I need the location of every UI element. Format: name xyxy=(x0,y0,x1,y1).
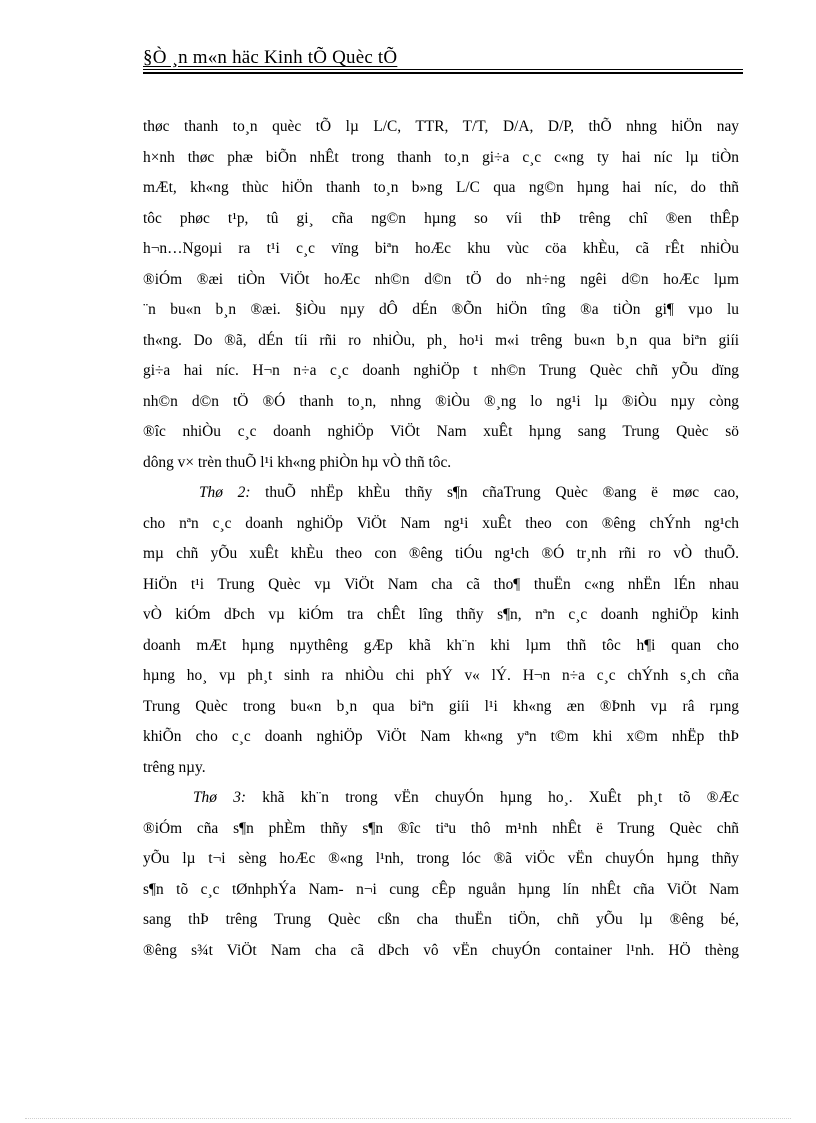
header-title: §Ò ¸n m«n häc Kinh tÕ Quèc tÕ xyxy=(143,47,398,68)
text-line: dông v× trèn thuÕ l¹i kh«ng phiÒn hµ vÒ thñ tôc. xyxy=(143,453,452,471)
text-line: trêng nµy. xyxy=(143,758,206,776)
page-header xyxy=(143,46,743,70)
text-line: mÆt, kh«ng thùc hiÖn thanh to¸n b»ng L/C qua ng©n hµng hai níc, do thñ xyxy=(143,179,739,196)
text-line: sang thÞ trêng Trung Quèc cßn cha thuËn tiÖn, chñ yÕu lµ ®êng bé, xyxy=(143,911,739,928)
text-fragment: thuÕ nhËp khÈu thñy s¶n cñaTrung Quèc ®ang ë møc cao, xyxy=(250,484,739,501)
text-line: HiÖn t¹i Trung Quèc vµ ViÖt Nam cha cã tho¶ thuËn c«ng nhËn lÉn nhau xyxy=(143,575,739,593)
text-line: h¬n…Ngoµi ra t¹i c¸c vïng biªn hoÆc khu vùc cöa khÈu, cã rÊt nhiÒu xyxy=(143,240,739,257)
text-line: th«ng. Do ®ã, dÉn tíi rñi ro nhiÒu, ph¸ ho¹i m«i trêng bu«n b¸n qua biªn giíi xyxy=(143,331,739,349)
document-body xyxy=(143,112,739,966)
text-line: ¨n bu«n b¸n ®æi. §iÒu nµy dÔ dÉn ®Õn hiÖn tîng ®a tiÒn gi¶ vµo lu xyxy=(143,301,739,318)
text-line: hµng ho¸ vµ ph¸t sinh ra nhiÒu chi phÝ v« lÝ. H¬n n÷a c¸c chÝnh s¸ch cña xyxy=(143,667,739,684)
text-line: s¶n tõ c¸c tØnhphÝa Nam- n¬i cung cÊp nguån hµng lín nhÊt cña ViÖt Nam xyxy=(143,880,739,898)
text-line: tôc phøc t¹p, tû gi¸ cña ng©n hµng so víi thÞ trêng chî ®en thÊp xyxy=(143,209,739,227)
page-bottom-dotted-border xyxy=(25,1118,791,1119)
text-line: cho nªn c¸c doanh nghiÖp ViÖt Nam ng¹i xuÊt theo con ®êng chÝnh ng¹ch xyxy=(143,514,739,532)
text-line: vÒ kiÓm dÞch vµ kiÓm tra chÊt lîng thñy s¶n, nªn c¸c doanh nghiÖp kinh xyxy=(143,606,739,623)
text-line: ®iÓm cña s¶n phÈm thñy s¶n ®îc tiªu thô m¹nh nhÊt ë Trung Quèc chñ xyxy=(143,819,739,837)
text-line: gi÷a hai níc. H¬n n÷a c¸c doanh nghiÖp t nh©n Trung Quèc chñ yÕu dïng xyxy=(143,362,739,379)
text-line: ®iÓm ®æi tiÒn ViÖt hoÆc nh©n d©n tÖ do nh÷ng ngêi d©n hoÆc lµm xyxy=(143,270,739,288)
text-line: Trung Quèc trong bu«n b¸n qua biªn giíi l¹i kh«ng æn ®Þnh vµ râ rµng xyxy=(143,697,739,715)
text-line: mµ chñ yÕu xuÊt khÈu theo con ®êng tiÓu ng¹ch ®Ó tr¸nh rñi ro vÒ thuÕ. xyxy=(143,545,739,562)
paragraph-3 xyxy=(143,783,739,966)
text-line: nh©n d©n tÖ ®Ó thanh to¸n, nhng ®iÒu ®¸ng lo ng¹i lµ ®iÒu nµy còng xyxy=(143,392,739,410)
paragraph-1 xyxy=(143,112,739,478)
text-line: yÕu lµ t¬i sèng hoÆc ®«ng l¹nh, trong lóc ®ã viÖc vËn chuyÓn hµng thñy xyxy=(143,850,739,867)
paragraph-label: Thø 3: xyxy=(193,789,247,806)
paragraph-label: Thø 2: xyxy=(199,484,251,501)
text-line: ®îc nhiÒu c¸c doanh nghiÖp ViÖt Nam xuÊt hµng sang Trung Quèc sö xyxy=(143,423,739,440)
text-line-first xyxy=(143,478,739,509)
text-line: doanh mÆt hµng nµythêng gÆp khã kh¨n khi lµm thñ tôc h¶i quan cho xyxy=(143,636,739,654)
text-line: h×nh thøc phæ biÕn nhÊt trong thanh to¸n gi÷a c¸c c«ng ty hai níc lµ tiÒn xyxy=(143,148,739,166)
header-rule-thick xyxy=(143,72,743,74)
text-fragment: khã kh¨n trong vËn chuyÓn hµng ho¸. XuÊt ph¸t tõ ®Æc xyxy=(246,789,739,806)
text-line: thøc thanh to¸n quèc tÕ lµ L/C, TTR, T/T, D/A, D/P, thÕ nhng hiÖn nay xyxy=(143,118,739,135)
text-line-first xyxy=(143,783,739,814)
paragraph-2 xyxy=(143,478,739,783)
text-line: ®êng s¾t ViÖt Nam cha cã dÞch vô vËn chuyÓn container l¹nh. HÖ thèng xyxy=(143,941,739,959)
text-line: khiÕn cho c¸c doanh nghiÖp ViÖt Nam kh«ng yªn t©m khi x©m nhËp thÞ xyxy=(143,728,739,745)
header-rule-thin xyxy=(143,69,743,70)
